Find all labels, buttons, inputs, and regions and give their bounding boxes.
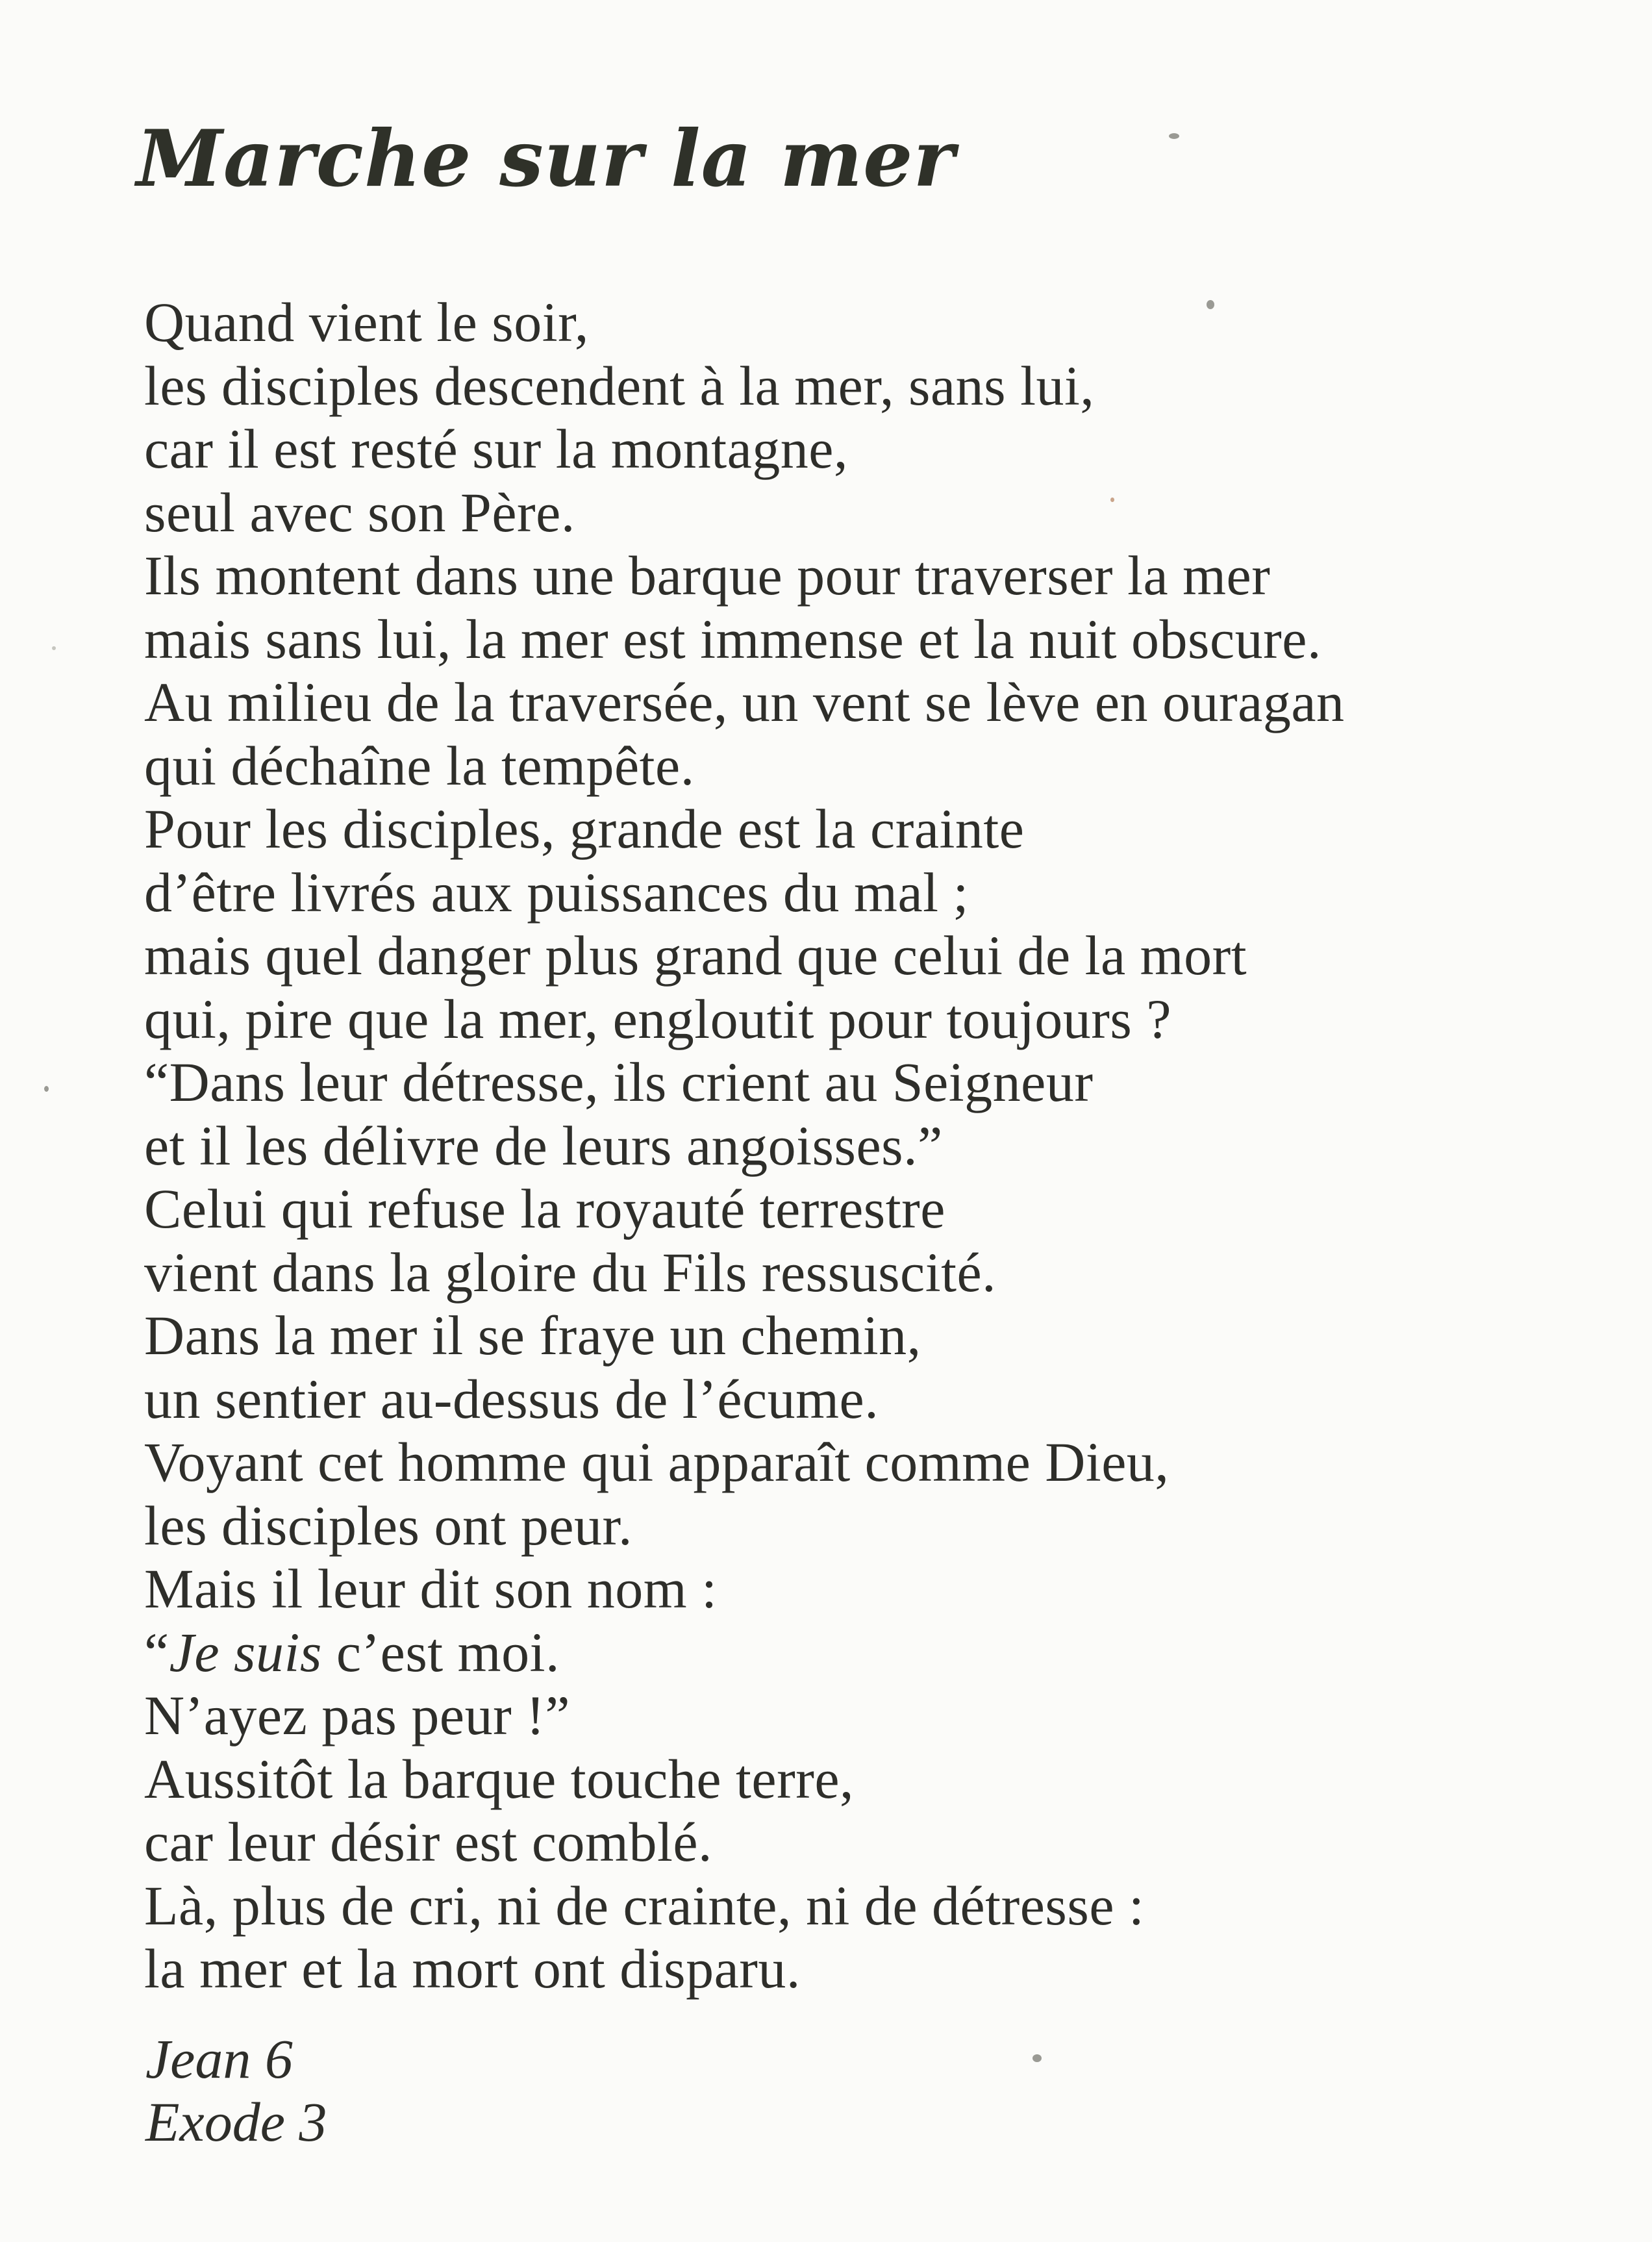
- poem-line: Voyant cet homme qui apparaît comme Dieu,: [144, 1431, 1170, 1493]
- quote-rest: c’est moi.: [321, 1620, 560, 1683]
- reference-jean: Jean 6: [145, 2028, 293, 2090]
- poem-line: seul avec son Père.: [144, 481, 575, 544]
- quote-open: “: [144, 1620, 169, 1683]
- scan-speck: [1169, 133, 1179, 139]
- scan-speck: [1110, 498, 1114, 502]
- poem-line: Dans la mer il se fraye un chemin,: [144, 1304, 921, 1367]
- poem-line: “Dans leur détresse, ils crient au Seigneur: [144, 1051, 1094, 1113]
- poem-line: vient dans la gloire du Fils ressuscité.: [144, 1241, 997, 1304]
- poem-line: Mais il leur dit son nom :: [144, 1557, 718, 1620]
- poem-line: un sentier au-dessus de l’écume.: [144, 1367, 879, 1430]
- scan-speck: [52, 646, 56, 650]
- scripture-references: [145, 2028, 327, 2154]
- poem-line: les disciples ont peur.: [144, 1494, 632, 1557]
- poem-line: Quand vient le soir,: [144, 291, 589, 353]
- scan-speck: [1032, 2054, 1042, 2062]
- poem-title: Marche sur la mer: [136, 113, 955, 205]
- poem-line: qui déchaîne la tempête.: [144, 734, 695, 797]
- poem-line: Là, plus de cri, ni de crainte, ni de détresse :: [144, 1874, 1145, 1937]
- reference-exode: Exode 3: [145, 2091, 327, 2153]
- scan-speck: [1207, 300, 1214, 309]
- poem-line: Pour les disciples, grande est la crainte: [144, 798, 1025, 860]
- poem-line: qui, pire que la mer, engloutit pour toujours ?: [144, 987, 1172, 1050]
- poem-line: les disciples descendent à la mer, sans lui,: [144, 354, 1095, 417]
- poem-line-quote: [144, 1621, 1345, 1685]
- poem-line: mais sans lui, la mer est immense et la nuit obscure.: [144, 607, 1321, 670]
- poem-line: la mer et la mort ont disparu.: [144, 1937, 801, 2000]
- poem-line: car leur désir est comblé.: [144, 1811, 713, 1873]
- poem-line: mais quel danger plus grand que celui de la mort: [144, 924, 1247, 987]
- poem-body: [144, 291, 1345, 2001]
- poem-line: Ils montent dans une barque pour traverser la mer: [144, 544, 1271, 607]
- poem-line: d’être livrés aux puissances du mal ;: [144, 861, 969, 924]
- poem-line: car il est resté sur la montagne,: [144, 418, 848, 480]
- scan-speck: [44, 1086, 49, 1092]
- poem-line: N’ayez pas peur !”: [144, 1684, 571, 1746]
- poem-line: et il les délivre de leurs angoisses.”: [144, 1114, 943, 1177]
- poem-line: Celui qui refuse la royauté terrestre: [144, 1178, 945, 1240]
- quote-italic: Je suis: [169, 1620, 322, 1683]
- poem-line: Aussitôt la barque touche terre,: [144, 1747, 855, 1810]
- poem-line: Au milieu de la traversée, un vent se lève en ouragan: [144, 671, 1345, 733]
